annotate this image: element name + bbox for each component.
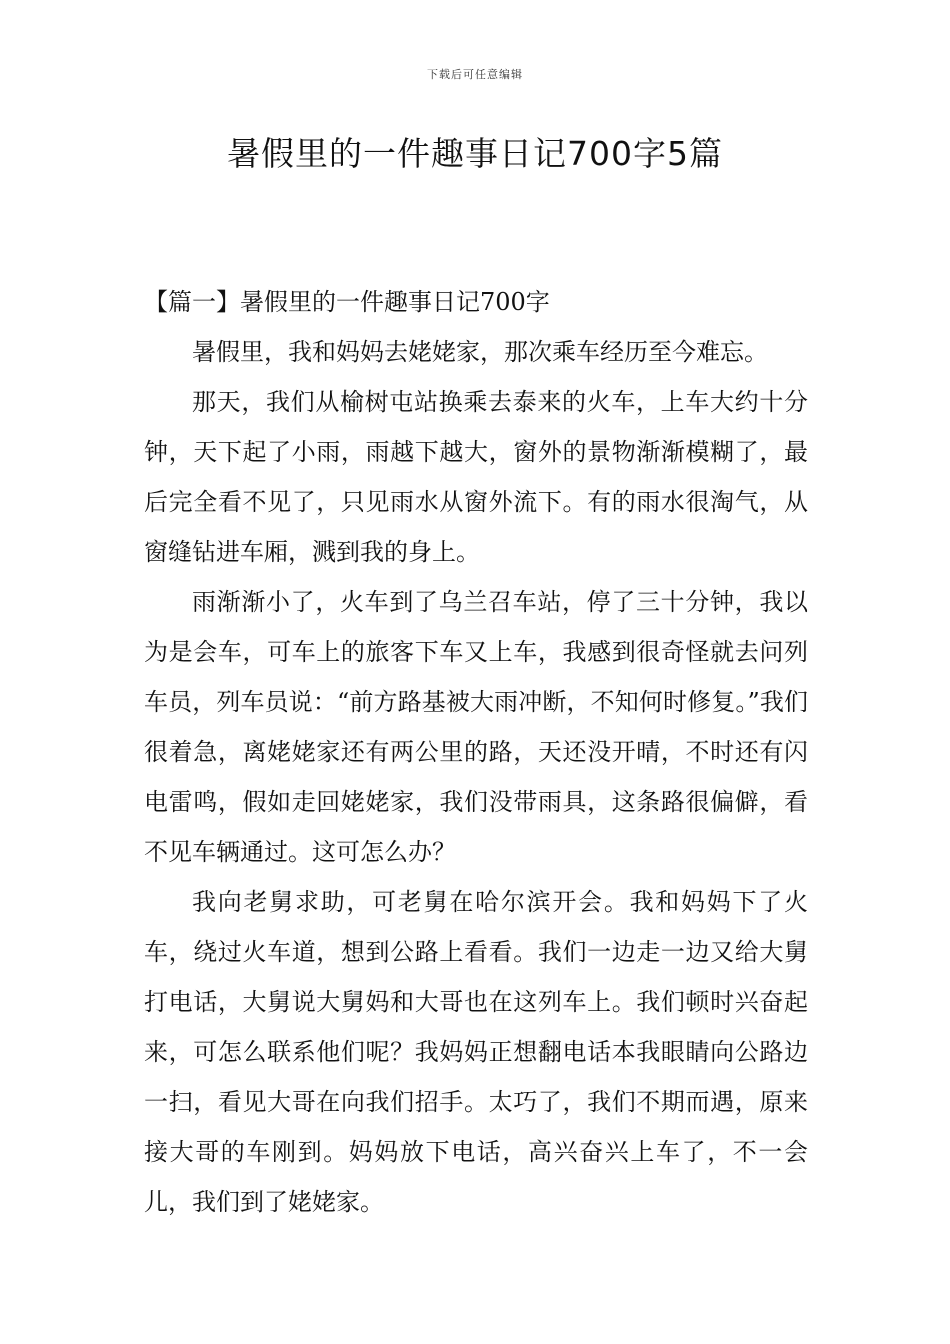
paragraph: 我向老舅求助，可老舅在哈尔滨开会。我和妈妈下了火车，绕过火车道，想到公路上看看。我们一边走一边又给大舅打电话，大舅说大舅妈和大哥也在这列车上。我们顿时兴奋起来，可怎么联系他们呢？我妈妈正想翻电话本我眼睛向公路边一扫，看见大哥在向我们招手。太巧了，我们不期而遇，原来接大哥的车刚到。妈妈放下电话，高兴奋兴上车了，不一会儿，我们到了姥姥家。 — [144, 888, 808, 1216]
paragraph: 那天，我们从榆树屯站换乘去泰来的火车，上车大约十分钟，天下起了小雨，雨越下越大，窗外的景物渐渐模糊了，最后完全看不见了，只见雨水从窗外流下。有的雨水很淘气，从窗缝钻进车厢，溅到我的身上。 — [144, 388, 808, 566]
header-note: 下载后可任意编辑 — [427, 68, 523, 81]
document-body — [144, 277, 808, 1227]
section-heading: 【篇一】暑假里的一件趣事日记700字 — [144, 288, 550, 316]
document-title: 暑假里的一件趣事日记700字5篇 — [227, 134, 723, 173]
paragraph: 雨渐渐小了，火车到了乌兰召车站，停了三十分钟，我以为是会车，可车上的旅客下车又上车，我感到很奇怪就去问列车员，列车员说：“前方路基被大雨冲断，不知何时修复。”我们很着急，离姥姥家还有两公里的路，天还没开晴，不时还有闪电雷鸣，假如走回姥姥家，我们没带雨具，这条路很偏僻，看不见车辆通过。这可怎么办？ — [144, 588, 808, 866]
paragraph: 暑假里，我和妈妈去姥姥家，那次乘车经历至今难忘。 — [192, 338, 768, 366]
